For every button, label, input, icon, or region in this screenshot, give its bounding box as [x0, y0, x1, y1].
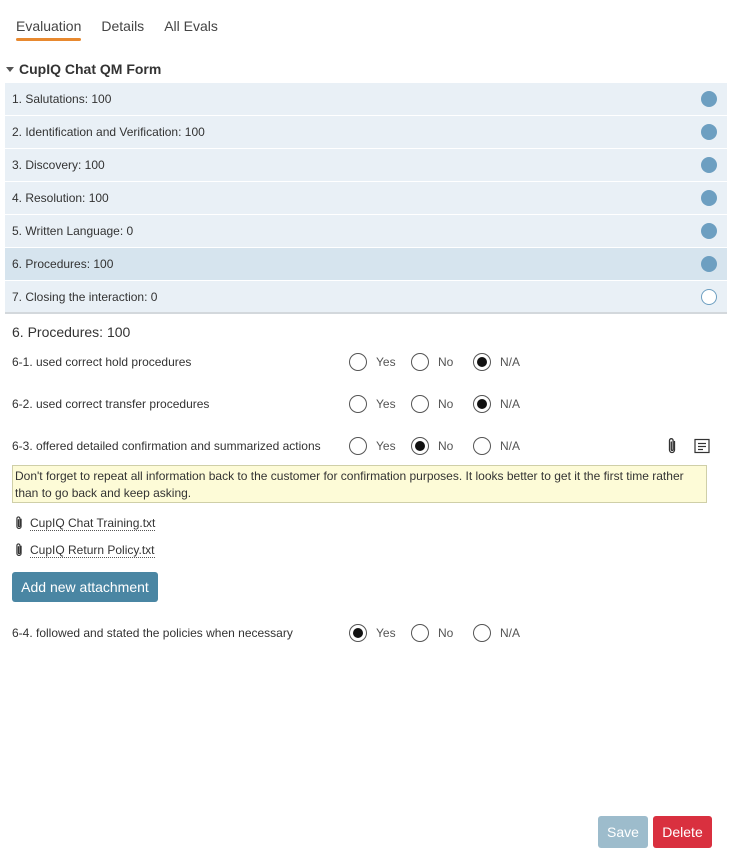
attachment-item[interactable] [14, 515, 155, 531]
question-tools [651, 437, 711, 455]
section-item-discovery[interactable] [5, 149, 727, 182]
radio-no[interactable] [411, 437, 429, 455]
question-row [12, 622, 717, 644]
question-row [12, 351, 717, 373]
status-dot-icon [701, 124, 717, 140]
question-row [12, 435, 717, 457]
status-dot-empty-icon [701, 289, 717, 305]
option-na[interactable] [473, 624, 535, 642]
option-na[interactable] [473, 353, 535, 371]
section-item-salutations[interactable] [5, 83, 727, 116]
question-label: 6-3. offered detailed confirmation and summarized actions [12, 439, 321, 453]
option-no[interactable] [411, 437, 473, 455]
section-list [5, 83, 727, 314]
delete-button[interactable]: Delete [653, 816, 712, 848]
section-item-procedures[interactable] [5, 248, 727, 281]
question-note: Don't forget to repeat all information back to the customer for confirmation purposes. It looks better to get it the first time rather than to go back and keep asking. [12, 465, 707, 503]
section-label: 3. Discovery: 100 [12, 158, 105, 172]
status-dot-icon [701, 256, 717, 272]
attachment-item[interactable] [14, 542, 155, 558]
option-no[interactable] [411, 395, 473, 413]
option-label: Yes [376, 355, 396, 369]
option-na[interactable] [473, 395, 535, 413]
option-label: Yes [376, 626, 396, 640]
option-label: N/A [500, 439, 521, 453]
answer-options [349, 437, 535, 455]
section-item-identification[interactable] [5, 116, 727, 149]
radio-yes[interactable] [349, 395, 367, 413]
add-attachment-button[interactable]: Add new attachment [12, 572, 158, 602]
question-label: 6-2. used correct transfer procedures [12, 397, 210, 411]
section-label: 7. Closing the interaction: 0 [12, 289, 158, 304]
answer-options [349, 624, 535, 642]
option-label: N/A [500, 626, 521, 640]
option-label: Yes [376, 439, 396, 453]
attachment-link[interactable]: CupIQ Chat Training.txt [30, 515, 156, 530]
section-detail-title: 6. Procedures: 100 [12, 324, 131, 340]
option-no[interactable] [411, 624, 473, 642]
radio-yes[interactable] [349, 624, 367, 642]
option-label: Yes [376, 397, 396, 411]
paperclip-icon[interactable] [663, 437, 681, 455]
option-na[interactable] [473, 437, 535, 455]
section-label: 2. Identification and Verification: 100 [12, 125, 205, 139]
paperclip-icon [14, 542, 24, 558]
radio-no[interactable] [411, 353, 429, 371]
radio-na[interactable] [473, 353, 491, 371]
tab-details[interactable]: Details [101, 18, 145, 34]
radio-no[interactable] [411, 395, 429, 413]
answer-options [349, 353, 535, 371]
radio-no[interactable] [411, 624, 429, 642]
tab-evaluation[interactable]: Evaluation [16, 18, 81, 38]
save-button[interactable]: Save [598, 816, 648, 848]
status-dot-icon [701, 157, 717, 173]
option-label: No [438, 626, 454, 640]
radio-yes[interactable] [349, 437, 367, 455]
question-label: 6-1. used correct hold procedures [12, 355, 192, 369]
option-label: No [438, 439, 454, 453]
tab-all-evals[interactable]: All Evals [164, 18, 218, 34]
option-label: N/A [500, 397, 521, 411]
option-yes[interactable] [349, 395, 411, 413]
caret-down-icon [6, 67, 14, 72]
section-label: 6. Procedures: 100 [12, 257, 114, 271]
option-label: No [438, 397, 454, 411]
paperclip-icon [14, 515, 24, 531]
option-label: N/A [500, 355, 521, 369]
section-item-closing[interactable] [5, 281, 727, 314]
radio-na[interactable] [473, 624, 491, 642]
option-yes[interactable] [349, 437, 411, 455]
tab-bar [16, 18, 238, 38]
section-label: 5. Written Language: 0 [12, 224, 134, 238]
question-row [12, 393, 717, 415]
option-label: No [438, 355, 454, 369]
section-item-resolution[interactable] [5, 182, 727, 215]
option-no[interactable] [411, 353, 473, 371]
section-item-written-language[interactable] [5, 215, 727, 248]
radio-yes[interactable] [349, 353, 367, 371]
form-header[interactable] [6, 61, 161, 77]
option-yes[interactable] [349, 353, 411, 371]
answer-options [349, 395, 535, 413]
form-title: CupIQ Chat QM Form [19, 61, 162, 77]
radio-na[interactable] [473, 395, 491, 413]
section-label: 4. Resolution: 100 [12, 191, 109, 205]
option-yes[interactable] [349, 624, 411, 642]
status-dot-icon [701, 223, 717, 239]
question-label: 6-4. followed and stated the policies when necessary [12, 626, 293, 640]
note-icon[interactable] [693, 437, 711, 455]
section-label: 1. Salutations: 100 [12, 92, 112, 106]
status-dot-icon [701, 91, 717, 107]
status-dot-icon [701, 190, 717, 206]
radio-na[interactable] [473, 437, 491, 455]
attachment-link[interactable]: CupIQ Return Policy.txt [30, 542, 155, 557]
